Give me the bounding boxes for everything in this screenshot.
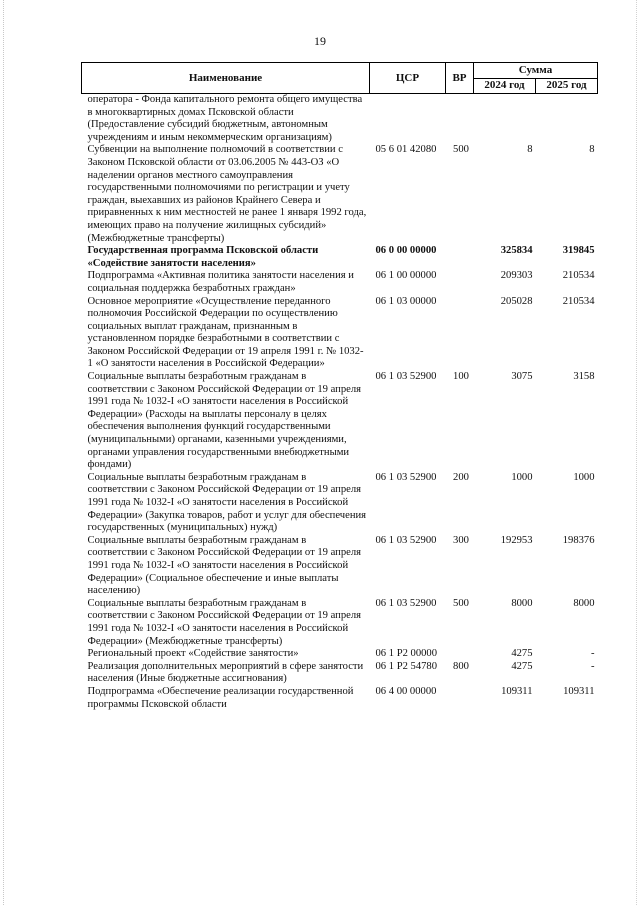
row-vr bbox=[446, 245, 474, 270]
row-sum-2024: 8000 bbox=[511, 597, 533, 609]
row-sum-2025: 210534 bbox=[562, 295, 595, 307]
header-csr: ЦСР bbox=[370, 63, 446, 94]
table-body bbox=[82, 94, 598, 712]
scan-left-edge bbox=[3, 0, 4, 905]
row-csr: 06 1 P2 00000 bbox=[375, 648, 438, 660]
row-sum-2024: 192953 bbox=[500, 534, 533, 546]
row-sum-2024: 4275 bbox=[511, 648, 533, 660]
table-row bbox=[82, 661, 598, 686]
row-sum-2024: 205028 bbox=[500, 295, 533, 307]
row-name: Основное мероприятие «Осуществление переданного полномочия Российской Федерации по осуществлению социальных выплат гражданам, признанным в установленном порядке безработными в соответствии с Законом Российской Федерации от 19 апреля 1991 г. № 1032-1 «О занятости населения в Российской Федерации» bbox=[87, 295, 364, 370]
header-year-2024: 2024 год bbox=[474, 78, 536, 94]
table-row bbox=[82, 472, 598, 535]
row-vr: 800 bbox=[453, 660, 469, 672]
row-sum-2024: 325834 bbox=[500, 245, 533, 257]
row-vr bbox=[446, 686, 474, 711]
row-sum-2024: 209303 bbox=[500, 270, 533, 282]
row-sum-2025: 109311 bbox=[563, 685, 595, 697]
table-row bbox=[82, 686, 598, 711]
row-sum-2025: 8000 bbox=[573, 597, 595, 609]
row-sum-2025: - bbox=[590, 648, 595, 660]
row-name: Региональный проект «Содействие занятости» bbox=[87, 648, 299, 660]
row-csr: 06 1 03 52900 bbox=[375, 597, 437, 609]
row-sum-2024: 8 bbox=[527, 144, 533, 156]
row-name: Государственная программа Псковской области «Содействие занятости населения» bbox=[87, 245, 319, 269]
row-csr: 06 1 03 52900 bbox=[375, 471, 437, 483]
table-row bbox=[82, 598, 598, 648]
row-vr bbox=[446, 648, 474, 661]
header-sum: Сумма bbox=[474, 63, 598, 79]
scan-right-edge bbox=[636, 0, 637, 905]
row-sum-2025: 210534 bbox=[562, 270, 595, 282]
row-name: Субвенции на выполнение полномочий в соответствии с Законом Псковской области от 03.06.2005 № 443-ОЗ «О наделении органов местного самоуправления государственными полномочиями по регистрации и учету граждан, выехавших из районов Крайнего Севера и приравненных к ним местностей не ранее 1 января 1992 года, имеющих право на получение жилищных субсидий» (Межбюджетные трансферты) bbox=[87, 144, 367, 244]
table-row bbox=[82, 245, 598, 270]
row-vr: 300 bbox=[453, 534, 469, 546]
table-row bbox=[82, 535, 598, 598]
row-sum-2025: 8 bbox=[589, 144, 595, 156]
header-year-2025: 2025 год bbox=[536, 78, 598, 94]
row-csr: 06 1 03 52900 bbox=[375, 534, 437, 546]
table-row bbox=[82, 270, 598, 295]
row-name: Социальные выплаты безработным гражданам в соответствии с Законом Российской Федерации от 19 апреля 1991 года № 1032-I «О занятости населения в Российской Федерации» (Межбюджетные трансферты) bbox=[87, 597, 361, 647]
row-vr bbox=[446, 270, 474, 295]
row-sum-2025: - bbox=[590, 660, 595, 672]
row-vr bbox=[446, 296, 474, 372]
row-csr: 06 0 00 00000 bbox=[375, 245, 437, 257]
row-sum-2024: 109311 bbox=[501, 685, 533, 697]
row-name: оператора - Фонда капитального ремонта общего имущества в многоквартирных домах Псковской области (Предоставление субсидий бюджетным, автономным учреждениям и иным некоммерческим организациям) bbox=[87, 94, 363, 143]
row-csr: 06 1 00 00000 bbox=[375, 270, 437, 282]
header-vr: ВР bbox=[446, 63, 474, 94]
row-csr: 06 1 03 00000 bbox=[375, 295, 437, 307]
row-csr bbox=[370, 94, 446, 145]
row-vr: 500 bbox=[453, 144, 469, 156]
row-sum-2025: 3158 bbox=[573, 371, 595, 383]
table-row bbox=[82, 296, 598, 372]
row-vr: 500 bbox=[453, 597, 469, 609]
row-name: Подпрограмма «Обеспечение реализации государственной программы Псковской области bbox=[87, 685, 354, 710]
row-name: Социальные выплаты безработным гражданам в соответствии с Законом Российской Федерации от 19 апреля 1991 года № 1032-I «О занятости населения в Российской Федерации» (Социальное обеспечение и иные выплаты населению) bbox=[87, 534, 361, 597]
row-sum-2025: 198376 bbox=[562, 534, 595, 546]
row-csr: 05 6 01 42080 bbox=[375, 144, 437, 156]
row-csr: 06 1 03 52900 bbox=[375, 371, 437, 383]
page-number: 19 bbox=[314, 34, 326, 48]
table-header bbox=[82, 63, 598, 94]
row-sum-2024: 3075 bbox=[511, 371, 533, 383]
row-name: Социальные выплаты безработным гражданам в соответствии с Законом Российской Федерации от 19 апреля 1991 года № 1032-I «О занятости населения в Российской Федерации» (Расходы на выплаты персоналу в целях обеспечения выполнения функций государственными (муниципальными) органами, казенными учреждениями, органами управления государственными внебюджетными фондами) bbox=[87, 371, 361, 471]
table-row bbox=[82, 144, 598, 245]
row-vr bbox=[446, 94, 474, 145]
row-sum-2024: 1000 bbox=[511, 471, 533, 483]
row-sum-2025: 1000 bbox=[573, 471, 595, 483]
header-name: Наименование bbox=[82, 63, 370, 94]
row-vr: 100 bbox=[453, 371, 469, 383]
row-sum-2025: 319845 bbox=[562, 245, 595, 257]
row-name: Реализация дополнительных мероприятий в сфере занятости населения (Иные бюджетные ассигнования) bbox=[87, 660, 364, 685]
row-sum-2024: 4275 bbox=[511, 660, 533, 672]
row-sum-2024 bbox=[474, 94, 536, 145]
table-row bbox=[82, 648, 598, 661]
table-row bbox=[82, 94, 598, 145]
row-sum-2025 bbox=[536, 94, 598, 145]
row-csr: 06 1 P2 54780 bbox=[375, 660, 438, 672]
row-name: Социальные выплаты безработным гражданам в соответствии с Законом Российской Федерации от 19 апреля 1991 года № 1032-I «О занятости населения в Российской Федерации» (Закупка товаров, работ и услуг для обеспечения государственных (муниципальных) нужд) bbox=[87, 471, 367, 534]
row-name: Подпрограмма «Активная политика занятости населения и социальная поддержка безработных граждан» bbox=[87, 270, 354, 294]
table-row bbox=[82, 371, 598, 472]
row-csr: 06 4 00 00000 bbox=[375, 685, 437, 697]
row-vr: 200 bbox=[453, 471, 469, 483]
budget-table bbox=[81, 62, 598, 711]
